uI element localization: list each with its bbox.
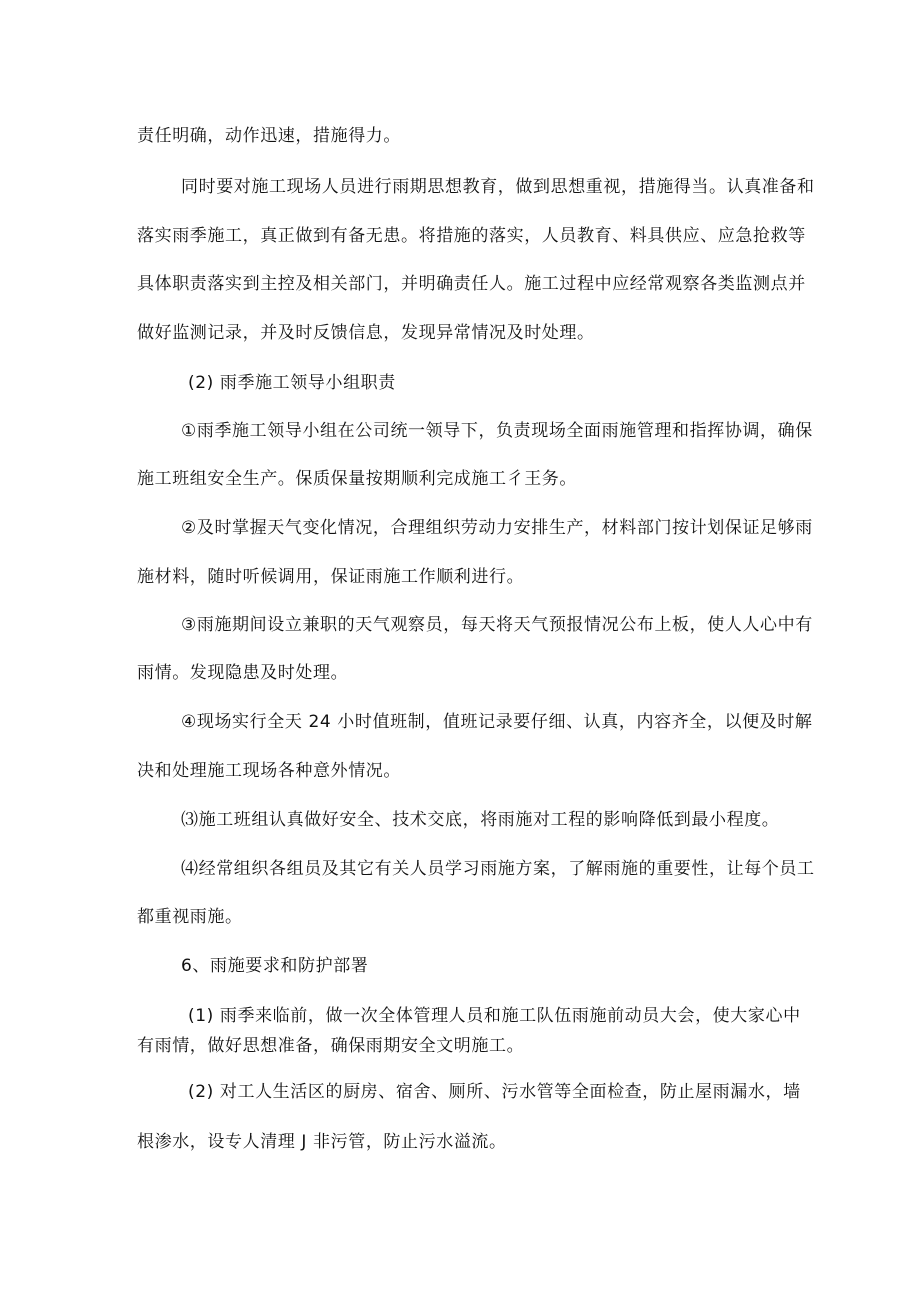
body-text-line: 落实雨季施工，真正做到有备无患。将措施的落实，人员教育、料具供应、应急抢救等	[137, 226, 806, 246]
body-text-line: 根渗水，设专人清理 J 非污管，防止污水溢流。	[137, 1132, 507, 1152]
body-text-line: ④现场实行全天 24 小时值班制，值班记录要仔细、认真，内容齐全，以便及时解	[181, 712, 813, 732]
body-text-line: 同时要对施工现场人员进行雨期思想教育，做到思想重视，措施得当。认真准备和	[181, 177, 815, 197]
body-text-line: 有雨情，做好思想准备，确保雨期安全文明施工。	[137, 1036, 525, 1056]
body-text-line: 决和处理施工现场各种意外情况。	[137, 761, 401, 781]
body-text-line: 做好监测记录，并及时反馈信息，发现异常情况及时处理。	[137, 323, 595, 343]
body-text-line: (1) 雨季来临前，做一次全体管理人员和施工队伍雨施前动员大会，使大家心中	[188, 1006, 801, 1026]
body-text-line: 都重视雨施。	[137, 907, 243, 927]
section-heading: (2) 雨季施工领导小组职责	[188, 373, 396, 393]
body-text-line: 施工班组安全生产。保质保量按期顺利完成施工彳王务。	[137, 469, 577, 489]
body-text-line: ⑶施工班组认真做好安全、技术交底，将雨施对工程的影响降低到最小程度。	[181, 810, 780, 830]
section-heading: 6、雨施要求和防护部署	[181, 956, 369, 976]
body-text-line: ⑷经常组织各组员及其它有关人员学习雨施方案，了解雨施的重要性，让每个员工	[181, 859, 815, 879]
body-text-line: 施材料，随时听候调用，保证雨施工作顺利进行。	[137, 567, 525, 587]
body-text-line: ①雨季施工领导小组在公司统一领导下，负责现场全面雨施管理和指挥协调，确保	[181, 421, 813, 441]
body-text-line: 具体职责落实到主控及相关部门，并明确责任人。施工过程中应经常观察各类监测点并	[137, 274, 806, 294]
body-text-line: ③雨施期间设立兼职的天气观察员，每天将天气预报情况公布上板，使人人心中有	[181, 615, 813, 635]
body-text-line: (2) 对工人生活区的厨房、宿舍、厕所、污水管等全面检查，防止屋雨漏水，墙	[188, 1082, 801, 1102]
body-text-line: 雨情。发现隐患及时处理。	[137, 663, 349, 683]
body-text-line: ②及时掌握天气变化情况，合理组织劳动力安排生产，材料部门按计划保证足够雨	[181, 518, 813, 538]
body-text-line: 责任明确，动作迅速，措施得力。	[137, 126, 401, 146]
